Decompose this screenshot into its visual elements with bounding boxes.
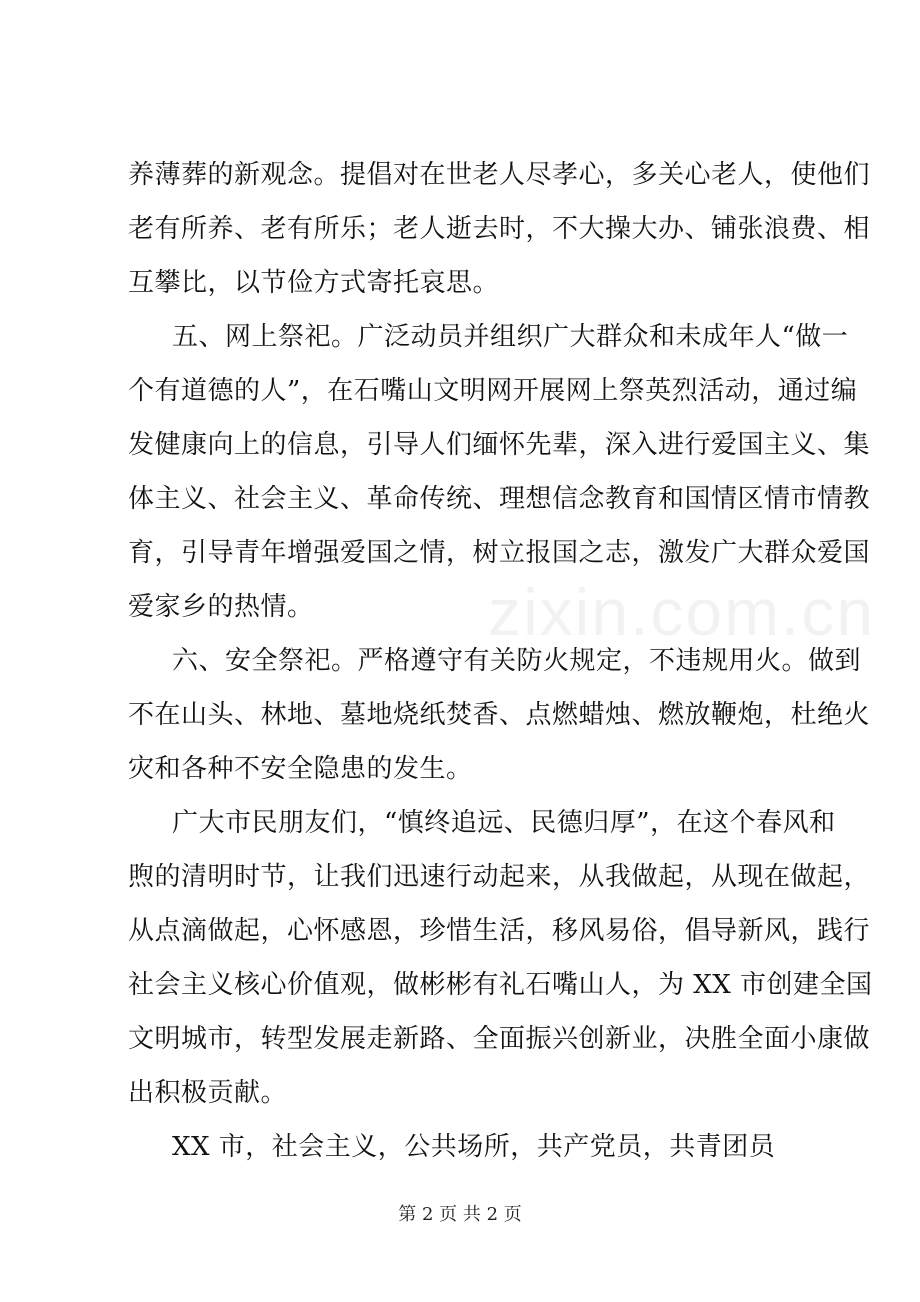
text-line: 老有所养、老有所乐；老人逝去时，不大操大办、铺张浪费、相 bbox=[128, 214, 871, 244]
paragraph-start-line: 五、网上祭祀。广泛动员并组织广大群众和未成年人“做一 bbox=[172, 322, 849, 352]
text-line: 从点滴做起，心怀感恩，珍惜生活，移风易俗，倡导新风，践行 bbox=[128, 916, 871, 946]
text-line: 个有道德的人”，在石嘴山文明网开展网上祭英烈活动，通过编 bbox=[128, 376, 858, 406]
text-line: 出积极贡献。 bbox=[128, 1078, 288, 1108]
text-line: 文明城市，转型发展走新路、全面振兴创新业，决胜全面小康做 bbox=[128, 1024, 871, 1054]
document-body bbox=[128, 148, 873, 1174]
text-line: 社会主义核心价值观，做彬彬有礼石嘴山人，为 XX 市创建全国 bbox=[128, 970, 873, 1000]
paragraph-start-line: 六、安全祭祀。严格遵守有关防火规定，不违规用火。做到 bbox=[172, 646, 862, 676]
watermark: zixin.com.cn bbox=[488, 575, 876, 649]
paragraph-start-line: 广大市民朋友们，“慎终追远、民德归厚”，在这个春风和 bbox=[172, 808, 836, 838]
text-line: 体主义、社会主义、革命传统、理想信念教育和国情区情市情教 bbox=[128, 484, 871, 514]
text-line: 发健康向上的信息，引导人们缅怀先辈，深入进行爱国主义、集 bbox=[128, 430, 871, 460]
text-line: 互攀比，以节俭方式寄托哀思。 bbox=[128, 268, 500, 298]
page-footer: 第 2 页 共 2 页 bbox=[398, 1204, 522, 1225]
keywords-line: XX 市，社会主义，公共场所，共产党员，共青团员 bbox=[172, 1132, 776, 1162]
text-line: 煦的清明时节，让我们迅速行动起来，从我做起，从现在做起， bbox=[128, 862, 871, 892]
text-line: 不在山头、林地、墓地烧纸焚香、点燃蜡烛、燃放鞭炮，杜绝火 bbox=[128, 700, 871, 730]
text-line: 灾和各种不安全隐患的发生。 bbox=[128, 754, 473, 784]
text-line: 育，引导青年增强爱国之情，树立报国之志，激发广大群众爱国 bbox=[128, 538, 871, 568]
text-line: 爱家乡的热情。 bbox=[128, 592, 314, 622]
text-line: 养薄葬的新观念。提倡对在世老人尽孝心，多关心老人，使他们 bbox=[128, 160, 871, 190]
